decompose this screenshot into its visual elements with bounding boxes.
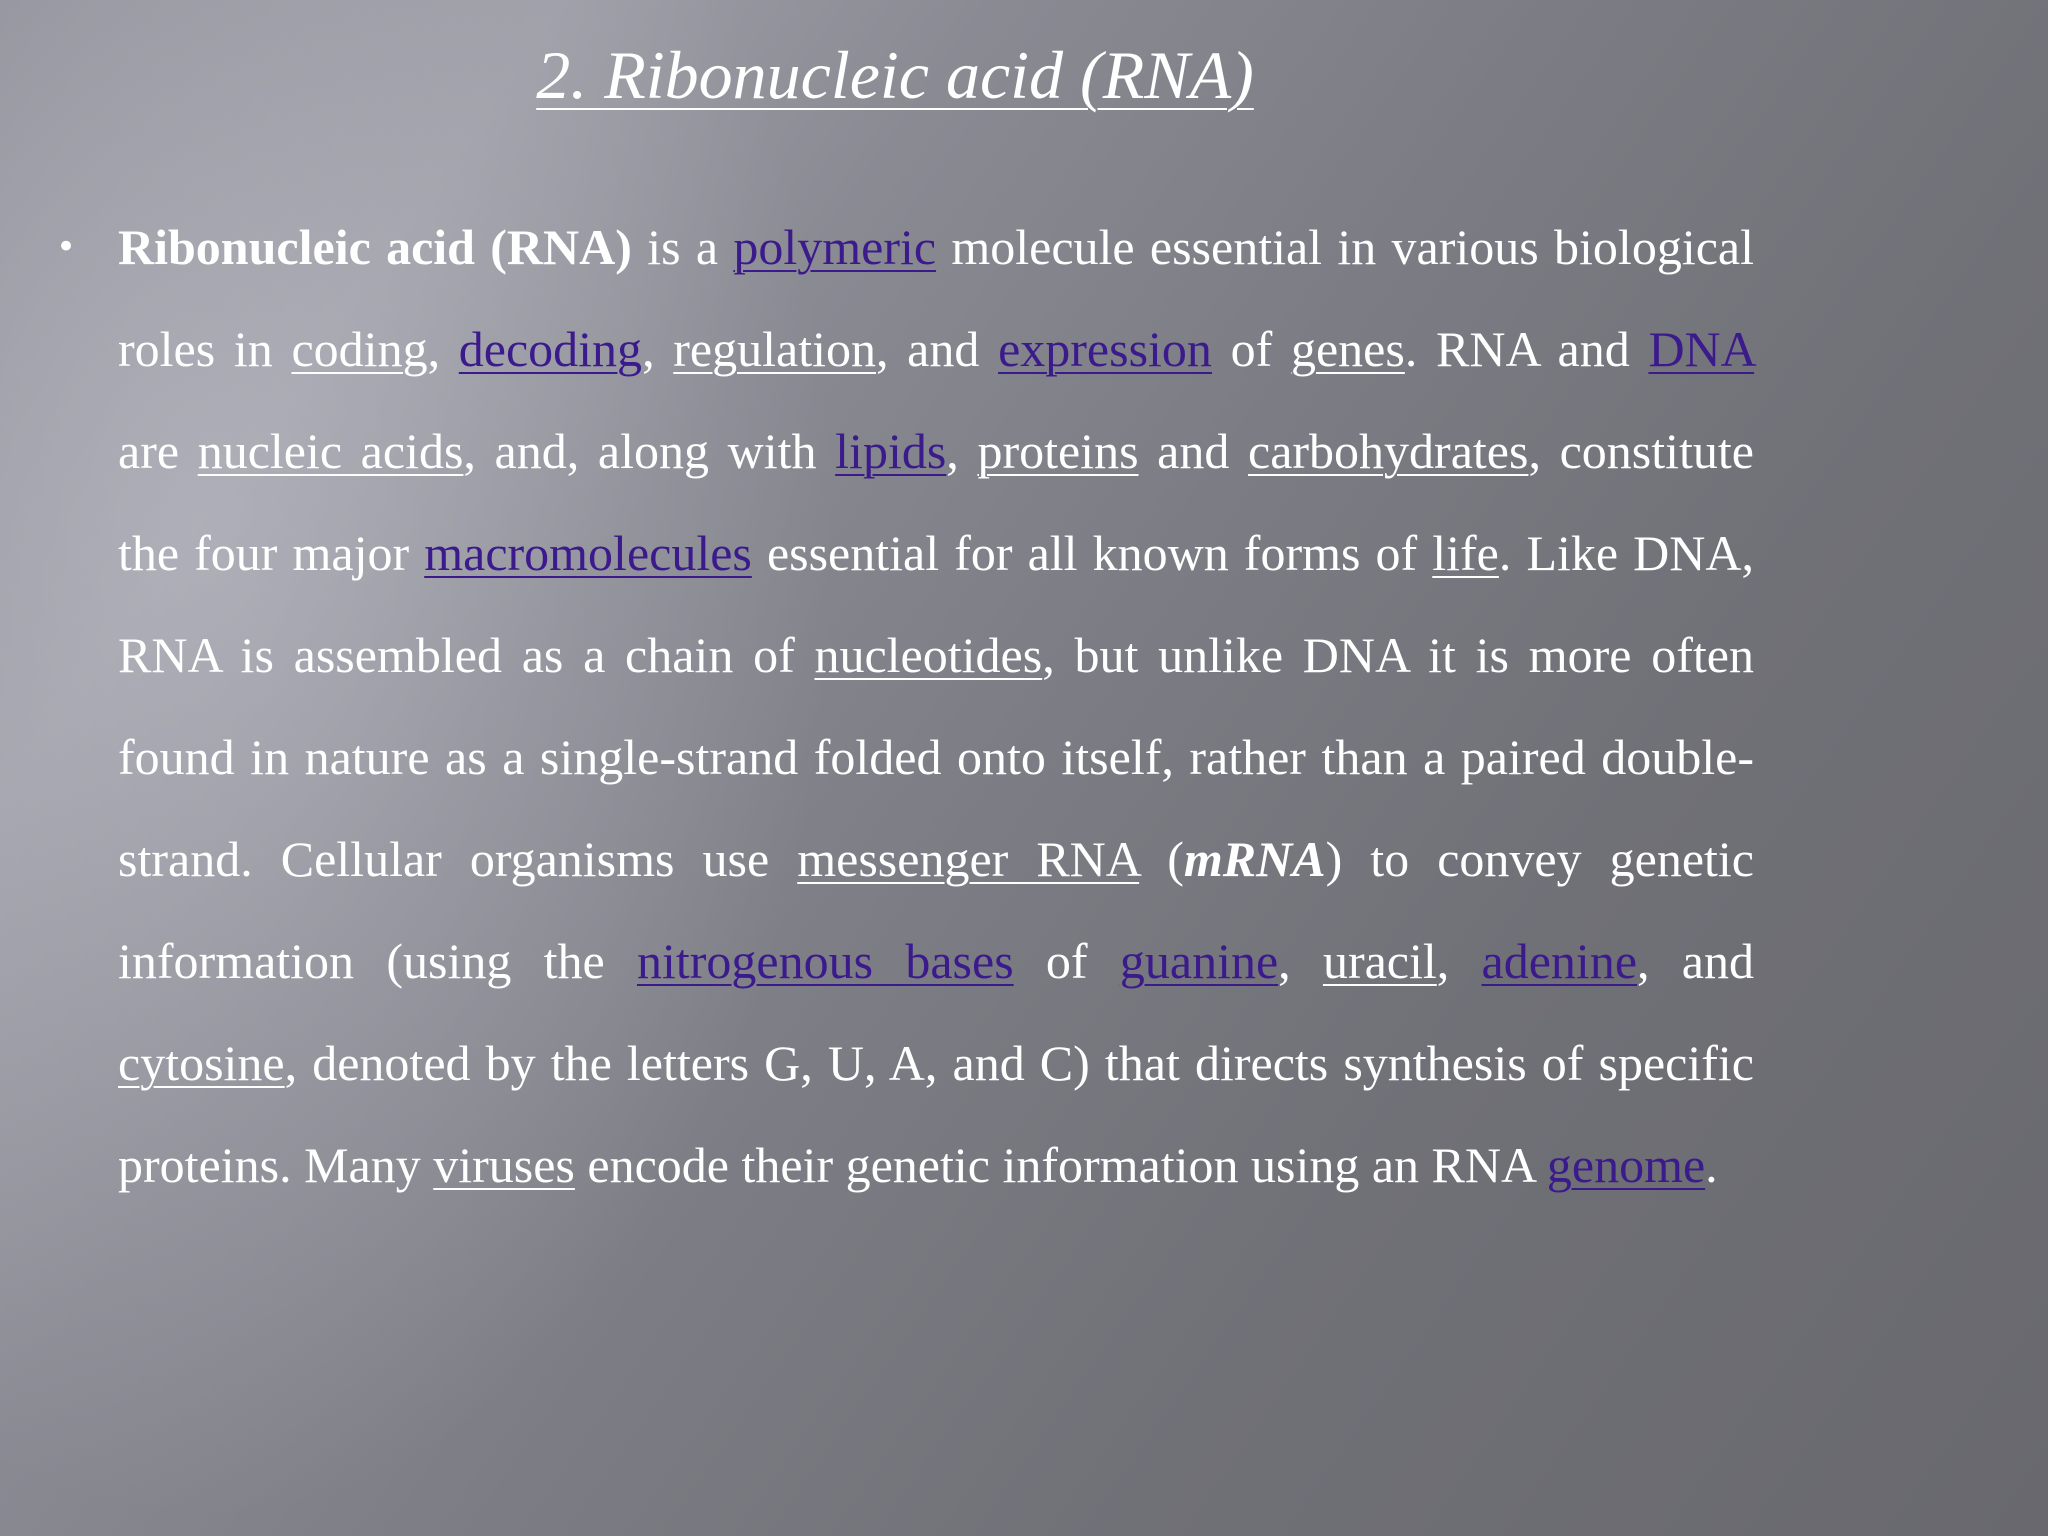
text-run: , constitute the four major	[118, 423, 1754, 581]
text-run: of	[1211, 321, 1291, 377]
text-run: molecule essential in various biological roles in	[118, 219, 1754, 377]
text-run: and	[1138, 423, 1249, 479]
text-run: ,	[1436, 933, 1482, 989]
hyperlink[interactable]: proteins	[977, 423, 1139, 479]
text-run: ,	[642, 321, 674, 377]
text-run: ,	[1278, 933, 1323, 989]
bullet-paragraph	[56, 196, 1755, 1216]
text-run: encode their genetic information using an RNA	[574, 1137, 1547, 1193]
bullet-icon: •	[56, 227, 77, 267]
text-run: is a	[631, 219, 734, 275]
text-run: , and	[875, 321, 999, 377]
hyperlink[interactable]: lipids	[835, 423, 947, 479]
hyperlink[interactable]: nucleic acids	[197, 423, 464, 479]
hyperlink[interactable]: macromolecules	[424, 525, 752, 581]
hyperlink[interactable]: carbohydrates	[1248, 423, 1529, 479]
text-run: .	[1705, 1137, 1718, 1193]
hyperlink[interactable]: genome	[1546, 1137, 1706, 1193]
text-run: (	[1139, 831, 1184, 887]
text-run: of	[1013, 933, 1120, 989]
hyperlink[interactable]: decoding	[458, 321, 643, 377]
hyperlink[interactable]: DNA	[1648, 321, 1755, 377]
hyperlink[interactable]: polymeric	[733, 219, 937, 275]
bold-text: Ribonucleic acid (RNA)	[118, 219, 632, 275]
hyperlink[interactable]: messenger RNA	[797, 831, 1140, 887]
text-run: . RNA and	[1404, 321, 1649, 377]
text-run: , and, along with	[463, 423, 836, 479]
text-run: , but unlike DNA it is more often found in nature as a single-strand folded onto itself, rather than a paired double-strand. Cellular organisms use	[118, 627, 1754, 887]
hyperlink[interactable]: expression	[998, 321, 1212, 377]
hyperlink[interactable]: adenine	[1481, 933, 1638, 989]
bold-text: mRNA	[1183, 831, 1326, 887]
hyperlink[interactable]: genes	[1290, 321, 1405, 377]
hyperlink[interactable]: viruses	[433, 1137, 575, 1193]
hyperlink[interactable]: life	[1432, 525, 1499, 581]
hyperlink[interactable]: nucleotides	[814, 627, 1043, 683]
text-run: ,	[946, 423, 978, 479]
hyperlink[interactable]: guanine	[1119, 933, 1279, 989]
text-run: essential for all known forms of	[751, 525, 1433, 581]
hyperlink[interactable]: cytosine	[118, 1035, 285, 1091]
text-run: ,	[427, 321, 459, 377]
text-run: , and	[1637, 933, 1754, 989]
hyperlink[interactable]: nitrogenous bases	[636, 933, 1014, 989]
text-run: . Like DNA, RNA is assembled as a chain of	[118, 525, 1754, 683]
text-run: , denoted by the letters G, U, A, and C) that directs synthesis of specific proteins. Many	[118, 1035, 1754, 1193]
text-run: ) to convey genetic information (using the	[118, 831, 1755, 989]
hyperlink[interactable]: uracil	[1322, 933, 1437, 989]
hyperlink[interactable]: coding	[291, 321, 428, 377]
text-run: are	[118, 423, 198, 479]
slide-title: 2. Ribonucleic acid (RNA)	[536, 37, 1254, 113]
hyperlink[interactable]: regulation	[673, 321, 876, 377]
